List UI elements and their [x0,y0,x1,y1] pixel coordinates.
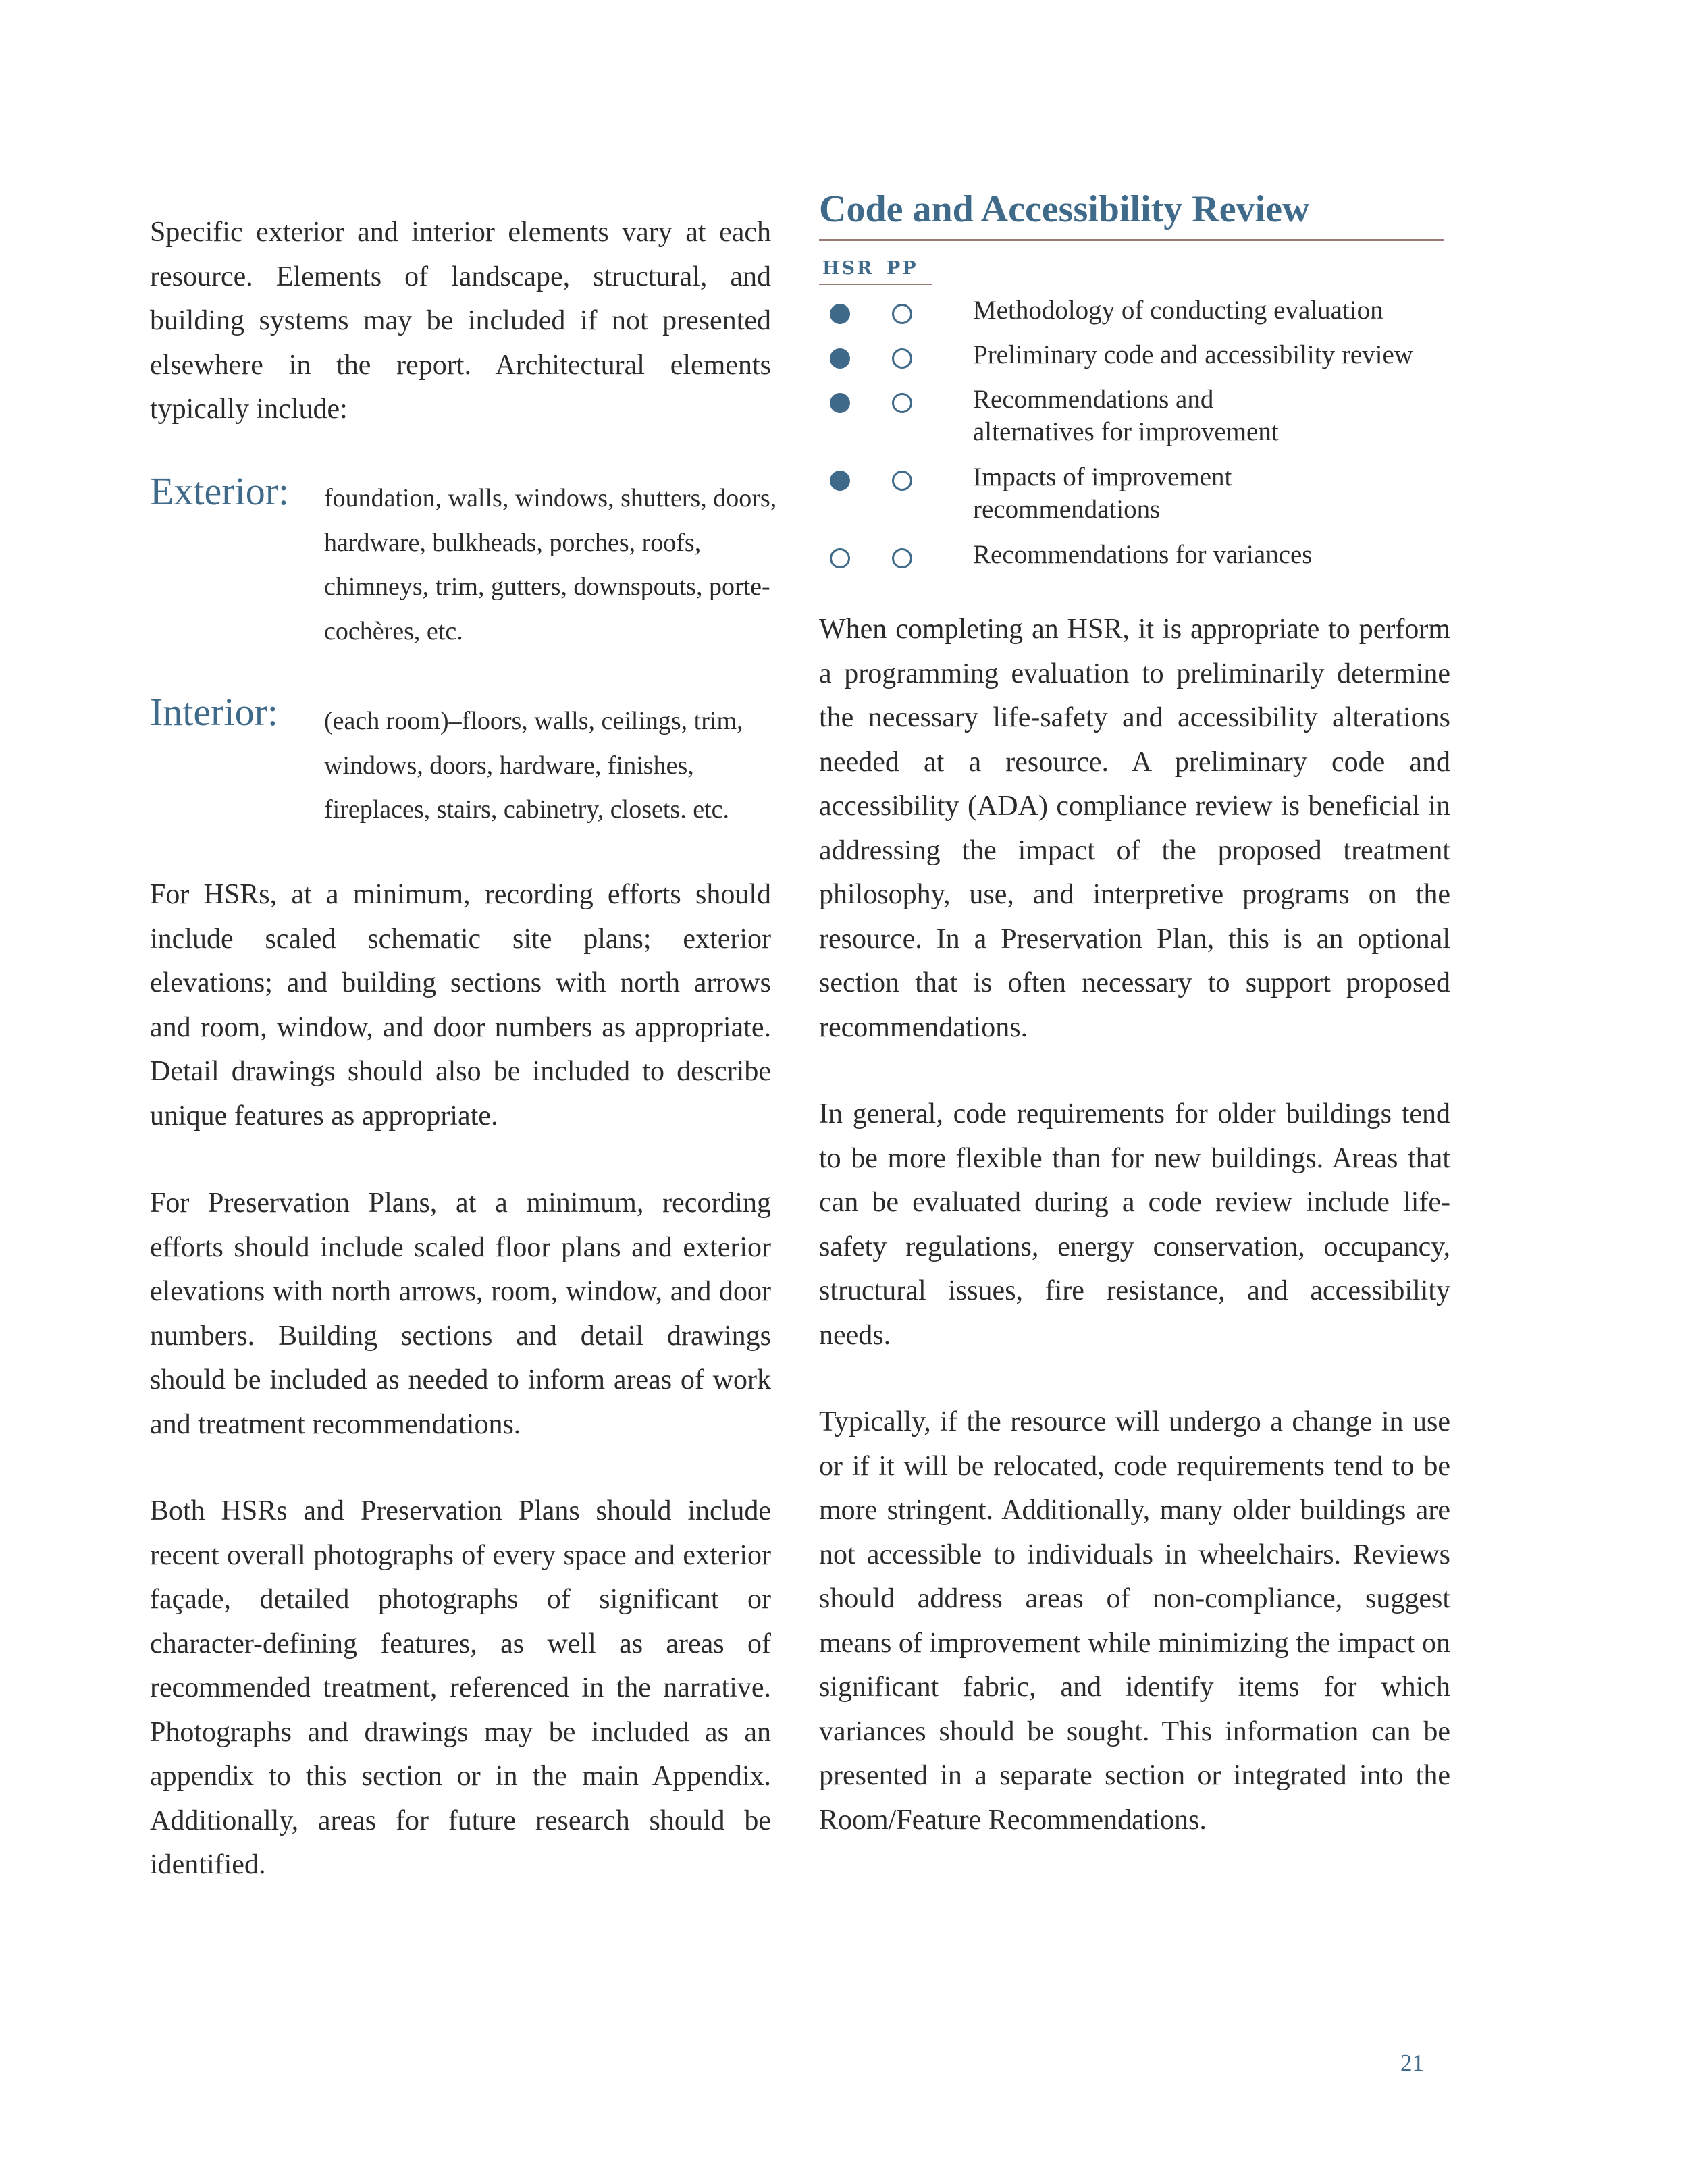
checklist-label: Recommendations and alternatives for improvement [973,385,1279,446]
pp-column-header: PP [887,258,918,279]
hsr-filled-dot-icon [830,348,850,369]
hsr-filled-dot-icon [830,471,850,491]
checklist-label: Recommendations for variances [973,540,1313,569]
code-requirements-paragraph: In general, code requirements for older buildings tend to be more flexible than for new buildings. Areas that can be evaluated during a code review include life-safety regulations, energy conservation, occupancy, structural issues, fire resistance, and accessibility needs. [819,1098,1450,1351]
hsr-open-dot-icon [830,548,850,568]
checklist-label: Impacts of improvement recommendations [973,462,1232,524]
hsr-column-header: HSR [822,258,874,279]
hsr-code-review-paragraph: When completing an HSR, it is appropriate to perform a programming evaluation to preliminarily determine the necessary life-safety and accessibility alterations needed at a resource. A preliminary code and accessibility (ADA) compliance review is beneficial in addressing the impact of the proposed treatment philosophy, use, and interpretive programs on the resource. In a Preservation Plan, this is an optional section that is often necessary to support proposed recommendations. [819,614,1450,1043]
pp-open-dot-icon [892,393,912,413]
pp-open-dot-icon [892,548,912,568]
intro-paragraph: Specific exterior and interior elements vary at each resource. Elements of landscape, structural, and building systems may be included if not presented elsewhere in the report. Architectural elements typically include: [150,217,771,425]
pp-recording-paragraph: For Preservation Plans, at a minimum, recording efforts should include scaled floor plans and exterior elevations with north arrows, room, window, and door numbers. Building sections and detail drawings should be included as needed to inform areas of work and treatment recommendations. [150,1188,771,1440]
interior-description: (each room)–floors, walls, ceilings, trim, windows, doors, hardware, finishes, fireplaces, stairs, cabinetry, closets. etc. [324,707,743,824]
hsr-filled-dot-icon [830,304,850,324]
pp-open-dot-icon [892,304,912,324]
checklist-label: Methodology of conducting evaluation [973,296,1383,325]
photographs-paragraph: Both HSRs and Preservation Plans should include recent overall photographs of every space and exterior façade, detailed photographs of significant or character-defining features, as well as areas of recommended treatment, referenced in the narrative. Photographs and drawings may be included as an appendix to this section or in the main Appendix. Additionally, areas for future research should be identified. [150,1495,771,1880]
pp-open-dot-icon [892,348,912,369]
title-rule [819,239,1444,241]
section-title: Code and Accessibility Review [819,188,1310,230]
header-rule [819,284,932,285]
interior-term: Interior: [150,690,279,734]
change-in-use-paragraph: Typically, if the resource will undergo a change in use or if it will be relocated, code requirements tend to be more stringent. Additionally, many older buildings are not accessible to individuals in wheelchairs. Reviews should address areas of non-compliance, suggest means of improvement while minimizing the impact on significant fabric, and identify items for which variances should be sought. This information can be presented in a separate section or integrated into the Room/Feature Recommendations. [819,1406,1450,1836]
exterior-description: foundation, walls, windows, shutters, doors, hardware, bulkheads, porches, roofs, chimneys, trim, gutters, downspouts, porte-cochères, etc. [324,484,777,645]
page-number: 21 [1400,2050,1424,2076]
exterior-term: Exterior: [150,469,290,513]
checklist-label: Preliminary code and accessibility review [973,340,1413,369]
pp-open-dot-icon [892,471,912,491]
hsr-filled-dot-icon [830,393,850,413]
hsr-recording-paragraph: For HSRs, at a minimum, recording efforts should include scaled schematic site plans; exterior elevations; and building sections with north arrows and room, window, and door numbers as appropriate. Detail drawings should also be included to describe unique features as appropriate. [150,879,771,1131]
